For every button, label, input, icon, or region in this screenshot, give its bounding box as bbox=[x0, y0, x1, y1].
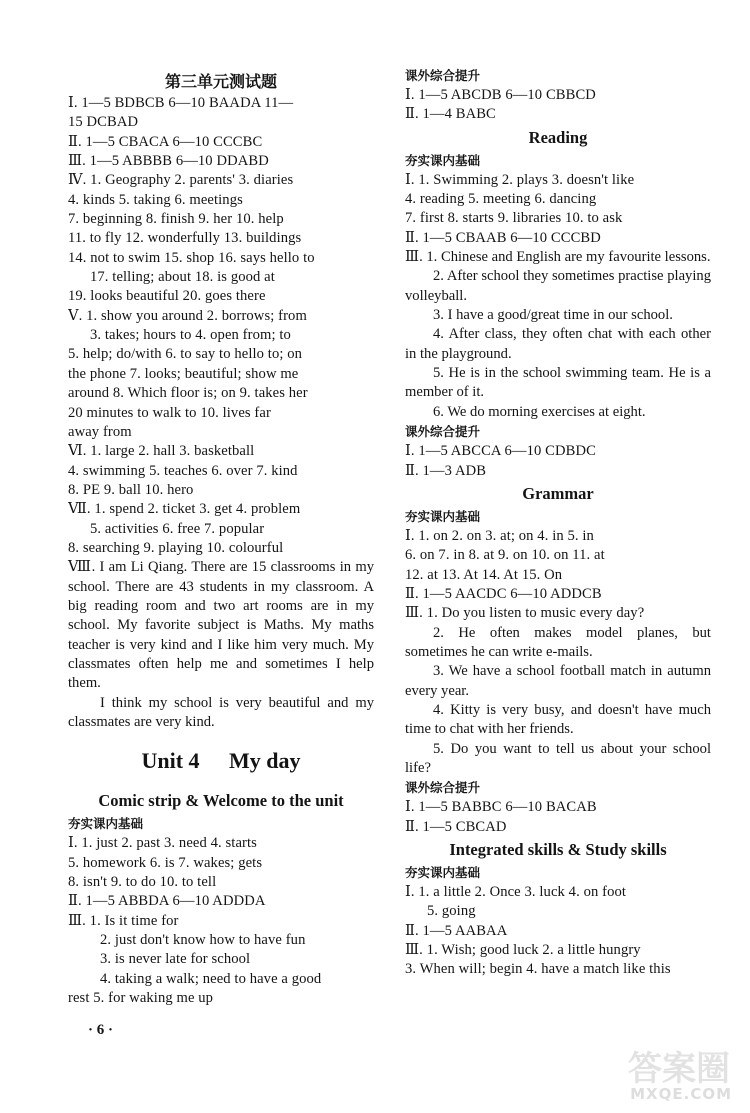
answer-line: Ⅱ. 1—5 CBAAB 6—10 CCCBD bbox=[405, 229, 601, 246]
answer-line: Ⅳ. 1. Geography 2. parents' 3. diaries bbox=[68, 172, 294, 189]
answer-line: Ⅰ. 1. Swimming 2. plays 3. doesn't like bbox=[405, 171, 635, 188]
unit-name: My day bbox=[229, 748, 301, 774]
answer-line: Ⅱ. 1—5 AACDC 6—10 ADDCB bbox=[405, 585, 602, 602]
answer-paragraph: 4. Kitty is very busy, and doesn't have much time to chat with her friends. bbox=[405, 701, 711, 738]
answer-line: rest 5. for waking me up bbox=[68, 990, 214, 1007]
answer-paragraph: 2. He often makes model planes, but sometimes he can write e-mails. bbox=[405, 624, 711, 660]
answer-line: 7. first 8. starts 9. libraries 10. to ask bbox=[405, 210, 623, 227]
answer-line: Ⅱ. 1—4 BABC bbox=[405, 106, 496, 123]
answer-line: the phone 7. looks; beautiful; show me bbox=[68, 365, 299, 382]
answer-paragraph: 3. I have a good/great time in our school. bbox=[433, 307, 673, 324]
answer-line: Ⅰ. 1. a little 2. Once 3. luck 4. on foot bbox=[405, 884, 627, 900]
unit-test-title: 第三单元测试题 bbox=[164, 72, 277, 91]
answer-line: Ⅰ. 1—5 BABBC 6—10 BACAB bbox=[405, 799, 597, 816]
answer-line: 2. just don't know how to have fun bbox=[100, 932, 306, 949]
answer-line: 14. not to swim 15. shop 16. says hello to bbox=[68, 249, 315, 266]
subsection-label: 夯实课内基础 bbox=[405, 508, 481, 524]
answer-line: Ⅶ. 1. spend 2. ticket 3. get 4. problem bbox=[68, 501, 301, 518]
answer-paragraph: 3. We have a school football match in autumn every year. bbox=[405, 663, 711, 699]
answer-line: Ⅲ. 1. Do you listen to music every day? bbox=[405, 605, 645, 622]
unit-heading bbox=[68, 746, 374, 776]
answer-line: 3. is never late for school bbox=[100, 951, 251, 968]
section-title: Grammar bbox=[522, 483, 594, 503]
answer-line: 19. looks beautiful 20. goes there bbox=[68, 288, 266, 305]
watermark-url: MXQE.COM bbox=[630, 1085, 732, 1103]
answer-line: 4. swimming 5. teaches 6. over 7. kind bbox=[68, 462, 298, 479]
answer-paragraph: 2. After school they sometimes practise playing volleyball. bbox=[405, 268, 711, 304]
subsection-label: 课外综合提升 bbox=[405, 68, 481, 83]
answer-line: around 8. Which floor is; on 9. takes her bbox=[68, 385, 308, 402]
answer-paragraph: 5. Do you want to tell us about your school life? bbox=[405, 740, 711, 776]
unit-label: Unit 4 bbox=[141, 748, 200, 774]
essay-closing: I think my school is very beautiful and my classmates are very kind. bbox=[68, 694, 374, 730]
watermark-logo-mark: 答案圈 bbox=[628, 1049, 730, 1089]
subsection-label: 夯实课内基础 bbox=[405, 865, 481, 880]
answer-line: Ⅰ. 1—5 ABCDB 6—10 CBBCD bbox=[405, 87, 596, 103]
answer-line: Ⅰ. 1. just 2. past 3. need 4. starts bbox=[68, 835, 257, 852]
answer-line: Ⅲ. 1—5 ABBBB 6—10 DDABD bbox=[68, 153, 269, 170]
answer-line: 12. at 13. At 14. At 15. On bbox=[405, 566, 563, 583]
answer-line: Ⅰ. 1—5 ABCCA 6—10 CDBDC bbox=[405, 443, 596, 460]
answer-line: Ⅱ. 1—5 CBCAD bbox=[405, 818, 507, 835]
answer-paragraph: 4. After class, they often chat with each other in the playground. bbox=[405, 326, 711, 362]
answer-line: 8. isn't 9. to do 10. to tell bbox=[68, 874, 217, 891]
answer-line: Ⅲ. 1. Wish; good luck 2. a little hungry bbox=[405, 942, 641, 959]
section-title: Integrated skills & Study skills bbox=[449, 840, 667, 859]
answer-line: 5. activities 6. free 7. popular bbox=[90, 520, 265, 537]
section-title: Comic strip & Welcome to the unit bbox=[98, 791, 344, 811]
subsection-label: 夯实课内基础 bbox=[68, 816, 144, 832]
answer-line: 7. beginning 8. finish 9. her 10. help bbox=[68, 211, 284, 228]
answer-line: 5. help; do/with 6. to say to hello to; on bbox=[68, 346, 303, 363]
answer-line: Ⅵ. 1. large 2. hall 3. basketball bbox=[68, 443, 255, 460]
answer-line: 3. When will; begin 4. have a match like this bbox=[405, 961, 671, 978]
subsection-label: 课外综合提升 bbox=[405, 780, 481, 796]
section-title: Reading bbox=[528, 127, 588, 147]
answer-line: 15 DCBAD bbox=[68, 114, 139, 131]
answer-line: Ⅱ. 1—5 AABAA bbox=[405, 922, 508, 939]
answer-line: 5. homework 6. is 7. wakes; gets bbox=[68, 854, 263, 871]
page-number: · 6 · bbox=[88, 1022, 114, 1038]
answer-line: Ⅰ. 1. on 2. on 3. at; on 4. in 5. in bbox=[405, 527, 594, 544]
answer-paragraph: Ⅲ. 1. Chinese and English are my favourite lessons. bbox=[405, 249, 711, 266]
subsection-label: 夯实课内基础 bbox=[405, 152, 481, 168]
essay-paragraph: Ⅷ. I am Li Qiang. There are 15 classrooms in my school. There are 43 students in my classroom. A big reading room and two art rooms are in my school. My favorite subject is Maths. My maths teacher is very kind and I like him very much. My classmates often help me and sometimes I help them. bbox=[68, 559, 374, 692]
answer-line: 20 minutes to walk to 10. lives far bbox=[68, 404, 271, 421]
answer-paragraph: 5. He is in the school swimming team. He is a member of it. bbox=[405, 365, 711, 401]
answer-line: 8. PE 9. ball 10. hero bbox=[68, 481, 194, 498]
watermark-logo bbox=[596, 1041, 736, 1105]
answer-line: 17. telling; about 18. is good at bbox=[90, 269, 275, 286]
answer-line: 5. going bbox=[427, 903, 476, 920]
answer-line: 11. to fly 12. wonderfully 13. buildings bbox=[68, 230, 302, 247]
answer-line: 3. takes; hours to 4. open from; to bbox=[90, 327, 291, 344]
answer-paragraph: 6. We do morning exercises at eight. bbox=[433, 403, 646, 420]
answer-line: 8. searching 9. playing 10. colourful bbox=[68, 539, 284, 556]
answer-line: Ⅴ. 1. show you around 2. borrows; from bbox=[68, 307, 307, 324]
answer-line: Ⅰ. 1—5 BDBCB 6—10 BAADA 11— bbox=[68, 95, 294, 111]
answer-line: Ⅲ. 1. Is it time for bbox=[68, 912, 179, 929]
left-column bbox=[68, 66, 374, 1008]
answer-line: 6. on 7. in 8. at 9. on 10. on 11. at bbox=[405, 547, 605, 564]
answer-line: 4. taking a walk; need to have a good bbox=[100, 970, 322, 987]
right-column bbox=[405, 66, 711, 980]
answer-line: Ⅱ. 1—3 ADB bbox=[405, 462, 487, 479]
answer-line: 4. kinds 5. taking 6. meetings bbox=[68, 191, 243, 208]
subsection-label: 课外综合提升 bbox=[405, 424, 481, 440]
answer-line: away from bbox=[68, 423, 132, 440]
answer-line: 4. reading 5. meeting 6. dancing bbox=[405, 191, 597, 208]
answer-line: Ⅱ. 1—5 ABBDA 6—10 ADDDA bbox=[68, 893, 266, 910]
answer-line: Ⅱ. 1—5 CBACA 6—10 CCCBC bbox=[68, 133, 263, 150]
